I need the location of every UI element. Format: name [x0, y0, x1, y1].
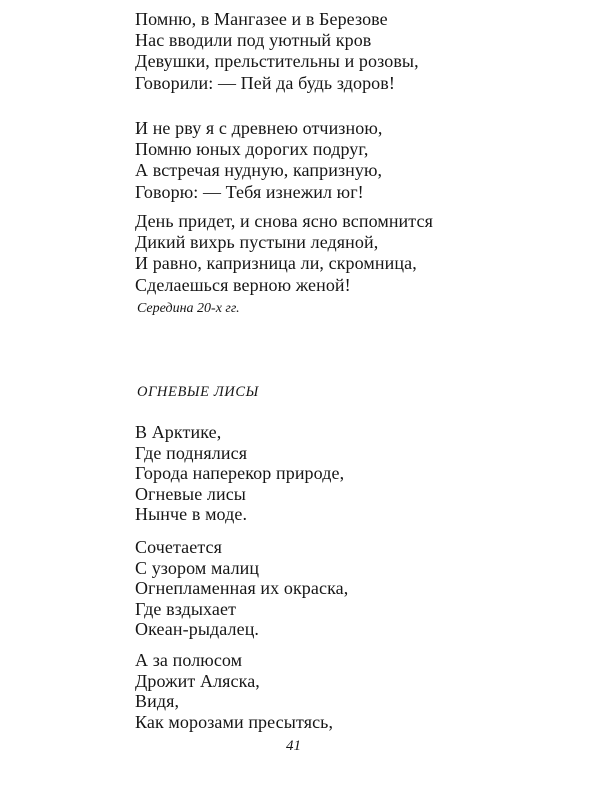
- verse-line: Нынче в моде.: [135, 504, 248, 525]
- verse-line: Нас вводили под уютный кров: [135, 30, 372, 51]
- verse-line: Помню юных дорогих подруг,: [135, 139, 369, 160]
- verse-line: Видя,: [135, 691, 180, 712]
- verse-line: Огнепламенная их окраска,: [135, 578, 349, 599]
- verse-line: И равно, капризница ли, скромница,: [135, 253, 417, 274]
- poem2-stanza-2: [135, 537, 348, 640]
- verse-line: И не рву я с древнею отчизною,: [135, 118, 383, 138]
- verse-line: День придет, и снова ясно вспомнится: [135, 211, 433, 231]
- poem-title: ОГНЕВЫЕ ЛИСЫ: [137, 384, 259, 400]
- page-number: 41: [286, 738, 301, 754]
- verse-line: Огневые лисы: [135, 483, 246, 504]
- verse-line: Как морозами пресытясь,: [135, 711, 334, 732]
- verse-line: Где поднялися: [135, 442, 248, 463]
- verse-line: Города наперекор природе,: [135, 463, 345, 484]
- verse-line: Где вздыхает: [135, 598, 237, 619]
- verse-line: Дрожит Аляска,: [135, 670, 260, 691]
- poem-date: Середина 20-х гг.: [137, 301, 240, 316]
- poem2-stanza-1: [135, 422, 344, 525]
- verse-line: Сочетается: [135, 537, 223, 557]
- verse-line: Говорили: — Пей да будь здоров!: [135, 72, 395, 93]
- verse-line: А за полюсом: [135, 650, 243, 670]
- verse-line: А встречая нудную, капризную,: [135, 160, 383, 181]
- verse-line: Помню, в Мангазее и в Березове: [135, 9, 388, 29]
- poem1-stanza-1: [135, 9, 419, 94]
- verse-line: Говорю: — Тебя изнежил юг!: [135, 181, 364, 202]
- verse-line: В Арктике,: [135, 422, 222, 442]
- poem1-stanza-3: [135, 211, 433, 296]
- poem2-stanza-3: [135, 650, 333, 732]
- poem1-stanza-2: [135, 118, 383, 203]
- verse-line: Океан-рыдалец.: [135, 619, 260, 640]
- verse-line: Дикий вихрь пустыни ледяной,: [135, 232, 379, 253]
- verse-line: Девушки, прельстительны и розовы,: [135, 51, 419, 72]
- verse-line: Сделаешься верною женой!: [135, 274, 351, 295]
- verse-line: С узором малиц: [135, 557, 260, 578]
